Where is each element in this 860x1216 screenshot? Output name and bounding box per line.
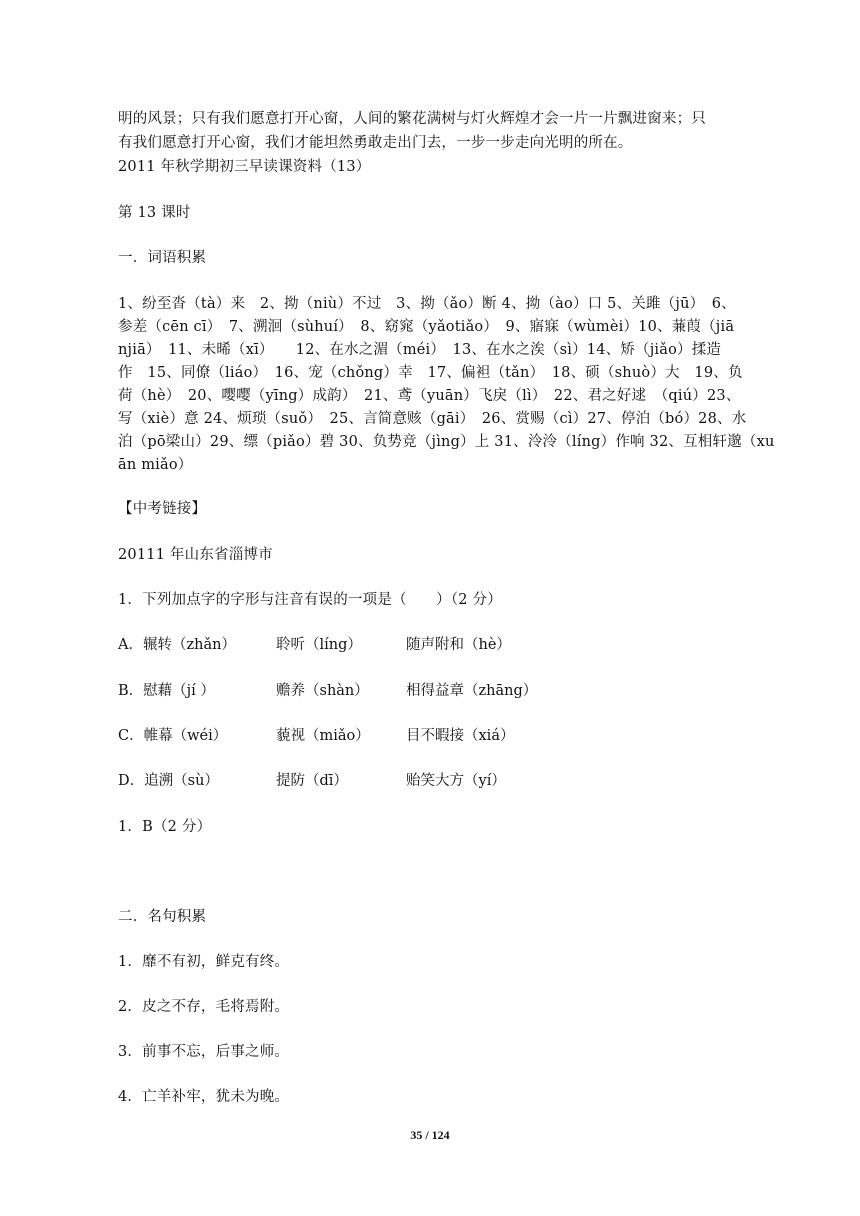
lesson-label: 第 13 课时 <box>118 205 191 221</box>
option-b-term-3: 相得益章（zhāng） <box>406 683 538 699</box>
section-1-heading: 一．词语积累 <box>118 250 207 266</box>
quote-item: 2．皮之不存，毛将焉附。 <box>118 999 290 1015</box>
option-c-term-1: C．帷幕（wéi） <box>118 728 228 744</box>
exam-source: 20111 年山东省淄博市 <box>118 547 273 563</box>
option-d-term-3: 贻笑大方（yí） <box>406 773 506 789</box>
vocab-line: 1、纷至沓（tà）来 2、拗（niù）不过 3、拗（ǎo）断 4、拗（ào）口 5、关雎（jū） 6、 <box>118 296 736 312</box>
option-a-term-2: 聆听（líng） <box>276 637 362 653</box>
option-c-term-2: 藐视（miǎo） <box>276 728 370 744</box>
question-text: 1．下列加点字的字形与注音有误的一项是（ ）（2 分） <box>118 592 502 608</box>
vocab-line: 泊（pō梁山）29、缥（piǎo）碧 30、负势竞（jìng）上 31、泠泠（líng）作响 32、互相轩邈（xu <box>118 434 775 450</box>
vocab-line: 参差（cēn cī） 7、溯洄（sùhuí） 8、窈窕（yǎotiǎo） 9、寤寐（wùmèi）10、蒹葭（jiā <box>118 319 735 335</box>
intro-line-1: 明的风景；只有我们愿意打开心窗，人间的繁花满树与灯火辉煌才会一片一片飘进窗来；只 <box>118 111 706 127</box>
option-d-term-2: 提防（dī） <box>276 773 348 789</box>
doc-title: 2011 年秋学期初三早读课资料（13） <box>118 159 371 175</box>
option-c-term-3: 目不暇接（xiá） <box>406 728 515 744</box>
vocab-line: 作 15、同僚（liáo） 16、宠（chǒng）幸 17、偏袒（tǎn） 18、硕（shuò）大 19、负 <box>118 365 743 381</box>
quote-item: 1．靡不有初，鲜克有终。 <box>118 954 290 970</box>
option-a-term-1: A．辗转（zhǎn） <box>118 637 236 653</box>
quote-item: 4．亡羊补牢，犹未为晚。 <box>118 1089 290 1105</box>
intro-line-2: 有我们愿意打开心窗，我们才能坦然勇敢走出门去，一步一步走向光明的所在。 <box>118 135 633 151</box>
vocab-line: ān miǎo） <box>118 457 193 473</box>
option-b-term-2: 赡养（shàn） <box>276 683 369 699</box>
quote-item: 3．前事不忘，后事之师。 <box>118 1044 290 1060</box>
vocab-line: 写（xiè）意 24、烦琐（suǒ） 25、言简意赅（gāi） 26、赏赐（cì）27、停泊（bó）28、水 <box>118 411 747 427</box>
page-number: 35 / 124 <box>410 1128 450 1142</box>
option-a-term-3: 随声附和（hè） <box>406 637 511 653</box>
option-d-term-1: D．追溯（sù） <box>118 773 219 789</box>
section-2-heading: 二．名句积累 <box>118 909 207 925</box>
answer-text: 1．B（2 分） <box>118 819 212 835</box>
vocab-line: 荷（hè） 20、嘤嘤（yīng）成韵） 21、鸢（yuān）飞戾（lì） 22、君之好逑 （qiú）23、 <box>118 388 741 404</box>
option-b-term-1: B．慰藉（jí ） <box>118 683 215 699</box>
link-heading: 【中考链接】 <box>118 501 207 517</box>
vocab-line: njiā） 11、未晞（xī） 12、在水之湄（méi） 13、在水之涘（sì）14、矫（jiǎo）揉造 <box>118 342 722 358</box>
